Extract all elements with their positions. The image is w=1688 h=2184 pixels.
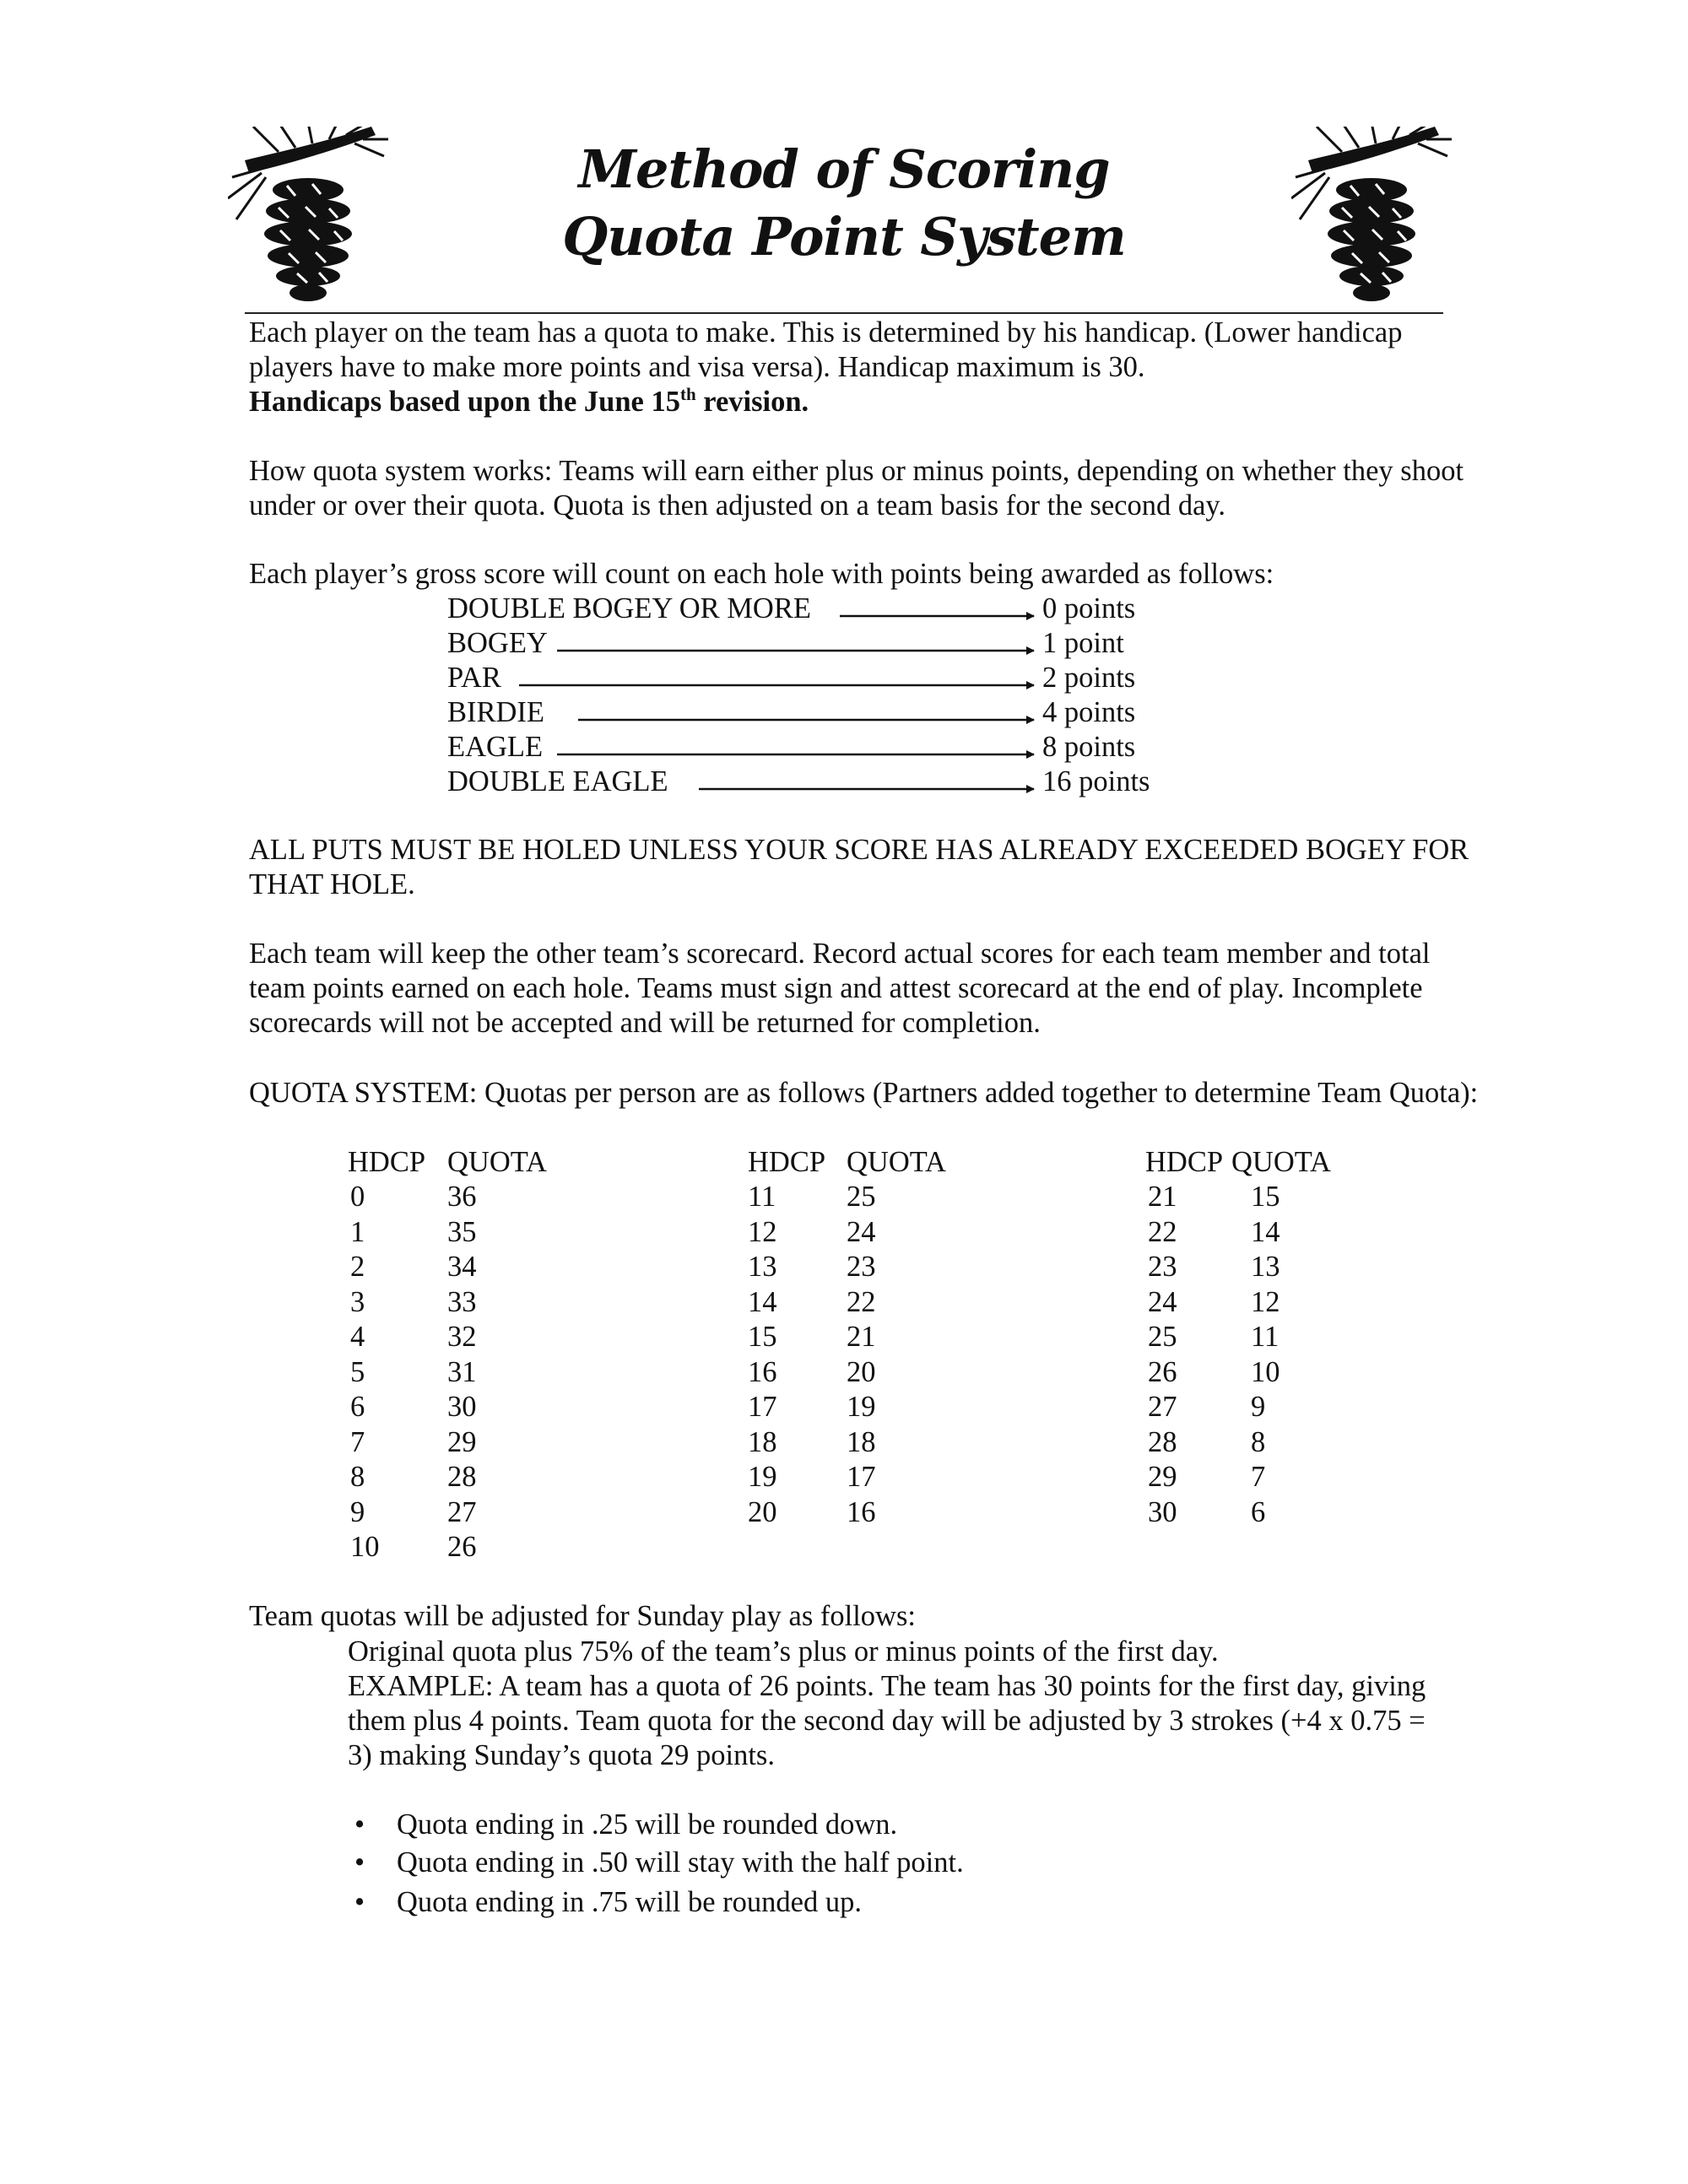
quota-value: 6 xyxy=(1251,1496,1266,1528)
hdcp-value: 19 xyxy=(748,1461,777,1493)
hdcp-value: 0 xyxy=(350,1181,365,1213)
score-type: BIRDIE xyxy=(447,696,544,728)
intro-text: Each player on the team has a quota to make. This is determined by his handicap. (Lower handicap players have to make more points and visa versa). Handicap maximum is 30. xyxy=(249,316,1403,383)
hdcp-value: 6 xyxy=(350,1391,365,1423)
bullet-icon: • xyxy=(354,1846,365,1879)
quota-value: 21 xyxy=(847,1321,876,1353)
score-points: 0 points xyxy=(1042,592,1136,624)
score-points: 8 points xyxy=(1042,731,1136,763)
putts-rule: ALL PUTS MUST BE HOLED UNLESS YOUR SCORE HAS ALREADY EXCEEDED BOGEY FOR THAT HOLE. xyxy=(249,834,1469,900)
handicap-revision-note: Handicaps based upon the June 15th revision. xyxy=(249,384,809,418)
score-type: DOUBLE BOGEY OR MORE xyxy=(447,592,811,624)
quota-value: 35 xyxy=(447,1216,477,1248)
scorecard-paragraph: Each team will keep the other team’s scorecard. Record actual scores for each team member and total team points earned on each hole. Teams must sign and attest scorecard at the end of play. Incomplete scorecards will not be accepted and will be returned for completion. xyxy=(249,938,1431,1039)
hdcp-value: 27 xyxy=(1148,1391,1177,1423)
hdcp-value: 2 xyxy=(350,1251,365,1283)
quota-value: 14 xyxy=(1251,1216,1280,1248)
hdcp-value: 15 xyxy=(748,1321,777,1353)
quota-value: 10 xyxy=(1251,1356,1280,1388)
hdcp-value: 1 xyxy=(350,1216,365,1248)
quota-value: 32 xyxy=(447,1321,477,1353)
score-type: EAGLE xyxy=(447,731,544,763)
quota-value: 9 xyxy=(1251,1391,1266,1423)
hdcp-value: 9 xyxy=(350,1496,365,1528)
document-page: Method of Scoring Quota Point System Each player on the team has a quota to make. This is determined by his handicap. (Lower handicap players have to make more points and visa versa). Handicap maximum is 30. Handicaps based upon the June 15th revision. How quota system works: Teams will earn either plus or minus points, depending on whether they shoot under or over their quota. Quota is then adjusted on a team basis for the second day. Each player’s gross score will count on each hole with points being awarded as follows: DOUBLE BOGEY OR MORE 0 points BOGEY 1 point PAR 2 points BIRDIE 4 points EAGLE 8 points DOUBLE EAGLE 16 points ALL PUTS MUST BE HOLED UNLESS YOUR SCORE HAS ALREADY EXCEEDED BOGEY FOR THAT HOLE. Each team will keep the other team’s scorecard. Record actual scores for each team member and total team points earned on each hole. Teams must sign and attest scorecard at the end of play. Incomplete scorecards will not be accepted and will be returned for completion. QUOTA SYSTEM: Quotas per person are as follows (Partners added together to determine Team Quota): HDCP QUOTA HDCP QUOTA HDCP QUOTA 0 36 1 35 2 34 3 33 4 32 5 31 6 30 7 29 8 28 9 27 10 26 11 25 12 24 13 23 14 22 15 21 16 20 17 19 18 18 19 17 20 16 21 15 22 14 23 13 24 12 25 11 26 10 27 9 28 8 29 7 30 6 Team quotas will be adjusted for Sunday play as follows: Original quota plus 75% of the team’s plus or minus points of the first day. EXAMPLE: A team has a quota of 26 points. The team has 30 points for the first day, giving them plus 4 points. Team quota for the second day will be adjusted by 3 strokes (+4 x 0.75 = 3) making Sunday’s quota 29 points. • Quota ending in .25 will be rounded down. • Quota ending in .50 will stay with the half point. • Quota ending in .75 will be rounded up. xyxy=(0,0,1688,2184)
hdcp-value: 22 xyxy=(1148,1216,1177,1248)
hdcp-value: 18 xyxy=(748,1426,777,1458)
quota-value: 7 xyxy=(1251,1461,1266,1493)
intro-paragraph xyxy=(249,316,1481,419)
hdcp-value: 12 xyxy=(748,1216,777,1248)
quota-value: 18 xyxy=(847,1426,876,1458)
quota-value: 19 xyxy=(847,1391,876,1423)
hdcp-value: 28 xyxy=(1148,1426,1177,1458)
hdcp-value: 25 xyxy=(1148,1321,1177,1353)
quota-value: 36 xyxy=(447,1181,477,1213)
quota-value: 25 xyxy=(847,1181,876,1213)
quota-value: 28 xyxy=(447,1461,477,1493)
quota-value: 30 xyxy=(447,1391,477,1423)
hdcp-value: 5 xyxy=(350,1356,365,1388)
quota-header: QUOTA xyxy=(1231,1146,1331,1178)
hdcp-value: 26 xyxy=(1148,1356,1177,1388)
quota-value: 15 xyxy=(1251,1181,1280,1213)
hdcp-value: 20 xyxy=(748,1496,777,1528)
score-points: 16 points xyxy=(1042,765,1150,797)
hdcp-header: HDCP xyxy=(1145,1146,1224,1178)
quota-value: 12 xyxy=(1251,1286,1280,1318)
score-type: BOGEY xyxy=(447,627,548,659)
quota-header: QUOTA xyxy=(447,1146,547,1178)
adjustment-intro: Team quotas will be adjusted for Sunday play as follows: xyxy=(249,1600,916,1632)
quota-value: 34 xyxy=(447,1251,477,1283)
bullet-icon: • xyxy=(354,1808,365,1841)
quota-value: 11 xyxy=(1251,1321,1280,1353)
hdcp-value: 14 xyxy=(748,1286,777,1318)
score-points: 1 point xyxy=(1042,627,1124,659)
quota-value: 33 xyxy=(447,1286,477,1318)
hdcp-value: 7 xyxy=(350,1426,365,1458)
hdcp-value: 13 xyxy=(748,1251,777,1283)
scoring-intro: Each player’s gross score will count on each hole with points being awarded as follows: xyxy=(249,558,1274,590)
score-type: PAR xyxy=(447,662,501,694)
hdcp-value: 4 xyxy=(350,1321,365,1353)
hdcp-value: 30 xyxy=(1148,1496,1177,1528)
quota-value: 29 xyxy=(447,1426,477,1458)
header-divider xyxy=(245,312,1443,314)
score-type: DOUBLE EAGLE xyxy=(447,765,668,797)
hdcp-value: 3 xyxy=(350,1286,365,1318)
page-title: Method of Scoring xyxy=(578,138,1110,200)
quota-header: QUOTA xyxy=(847,1146,946,1178)
hdcp-value: 24 xyxy=(1148,1286,1177,1318)
quota-value: 16 xyxy=(847,1496,876,1528)
hdcp-value: 10 xyxy=(350,1531,380,1563)
hdcp-header: HDCP xyxy=(348,1146,426,1178)
hdcp-value: 16 xyxy=(748,1356,777,1388)
bullet-icon: • xyxy=(354,1886,365,1918)
page-subtitle: Quota Point System xyxy=(562,206,1126,268)
quota-value: 31 xyxy=(447,1356,477,1388)
quota-system-intro: QUOTA SYSTEM: Quotas per person are as follows (Partners added together to determine Team Quota): xyxy=(249,1077,1479,1109)
hdcp-value: 23 xyxy=(1148,1251,1177,1283)
hdcp-value: 11 xyxy=(748,1181,776,1213)
quota-value: 24 xyxy=(847,1216,876,1248)
adjustment-example: EXAMPLE: A team has a quota of 26 points. The team has 30 points for the first day, giving them plus 4 points. Team quota for the second day will be adjusted by 3 strokes (+4 x 0.75 = 3) making Sunday’s quota 29 points. xyxy=(348,1670,1426,1771)
quota-value: 23 xyxy=(847,1251,876,1283)
quota-value: 20 xyxy=(847,1356,876,1388)
hdcp-value: 29 xyxy=(1148,1461,1177,1493)
quota-value: 26 xyxy=(447,1531,477,1563)
quota-value: 13 xyxy=(1251,1251,1280,1283)
quota-value: 27 xyxy=(447,1496,477,1528)
quota-value: 8 xyxy=(1251,1426,1266,1458)
hdcp-value: 21 xyxy=(1148,1181,1177,1213)
score-points: 2 points xyxy=(1042,662,1136,694)
quota-value: 17 xyxy=(847,1461,876,1493)
adjustment-rule: Original quota plus 75% of the team’s plus or minus points of the first day. xyxy=(348,1635,1219,1668)
how-quota-works-paragraph: How quota system works: Teams will earn either plus or minus points, depending on whether they shoot under or over their quota. Quota is then adjusted on a team basis for the second day. xyxy=(249,455,1464,522)
score-points: 4 points xyxy=(1042,696,1136,728)
quota-value: 22 xyxy=(847,1286,876,1318)
hdcp-header: HDCP xyxy=(748,1146,826,1178)
hdcp-value: 17 xyxy=(748,1391,777,1423)
hdcp-value: 8 xyxy=(350,1461,365,1493)
